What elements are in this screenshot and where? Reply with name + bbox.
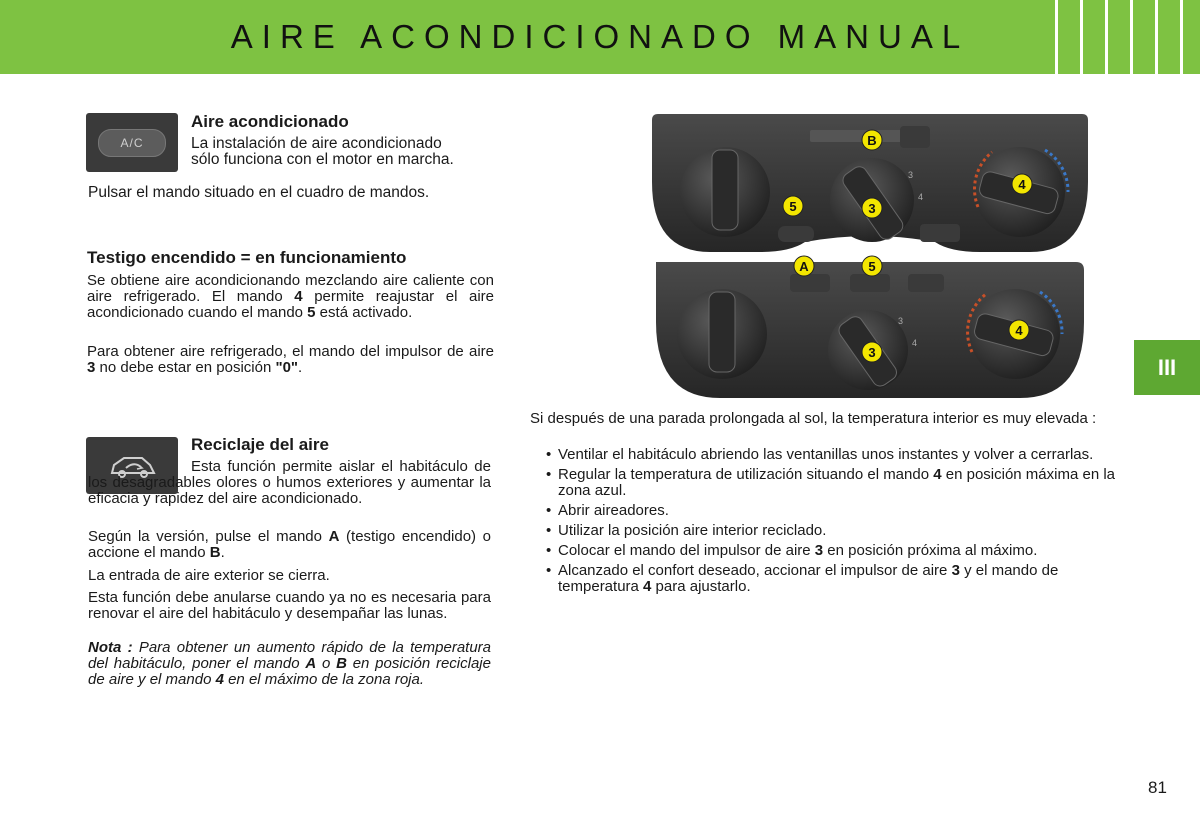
bullet: • [546,466,552,483]
marker-label: 4 [1018,177,1026,192]
text-run: permite reajustar el aire acondicionado cuando el mando [87,288,495,321]
header-stripe [1130,0,1133,74]
ac-paragraph [191,136,491,168]
section-title-reciclaje: Reciclaje del aire [191,435,329,454]
chapter-tab: III [1134,340,1200,395]
reciclaje-paragraph-4: Esta función debe anularse cuando ya no es necesaria para renovar el aire del habitáculo y desempañar las lunas. [88,589,491,622]
text-run: Utilizar la posición aire interior reciclado. [558,522,827,539]
top-slider-track [810,130,910,142]
section-title-testigo: Testigo encendido = en funcionamiento [87,248,407,267]
control-ref: "0" [275,359,299,376]
header-stripe [1105,0,1108,74]
bottom-left-knob-grip [709,292,735,372]
header-bar [0,0,1200,74]
marker-label: 4 [1015,323,1023,338]
reciclaje-paragraph-1: Esta función permite aislar el habitáculo de los desagradables olores o humos exteriores y aumentar la eficacia y rapidez del aire acondicionado. [88,458,491,507]
control-ref: 4 [643,578,652,595]
ac-line-1: La instalación de aire acondicionado [191,135,442,152]
list-item [530,503,1120,519]
right-intro: Si después de una parada prolongada al sol, la temperatura interior es muy elevada : [530,410,1097,427]
control-ref: 3 [87,359,96,376]
bullet: • [546,446,552,463]
text-run: o [316,655,337,672]
control-ref: 4 [933,466,942,483]
marker-label: A [799,259,809,274]
text-run: . [220,544,225,561]
section-title-ac: Aire acondicionado [191,112,349,131]
ac-button-icon [86,113,178,172]
text-run: para ajustarlo. [651,578,751,595]
fan-scale-digit: 3 [908,170,914,180]
reciclaje-note [88,640,491,688]
control-ref: 3 [814,542,824,559]
ac-button-label: A/C [98,129,166,157]
text-run: Se obtiene aire acondicionando mezclando aire caliente con aire refrigerado. El mando [87,272,494,305]
reciclaje-paragraph-3: La entrada de aire exterior se cierra. [88,567,330,584]
text-run: en el máximo de la zona roja. [223,671,425,688]
list-item [530,543,1120,559]
bottom-rear-defrost-button [908,274,944,292]
top-left-knob-grip [712,150,738,230]
list-item [530,563,1120,595]
text-run: Según la versión, pulse el mando [88,528,329,545]
marker-label: B [867,133,877,148]
ac-instruction: Pulsar el mando situado en el cuadro de mandos. [88,184,430,201]
top-rear-defrost-button [920,224,960,242]
control-ref: A [328,528,340,545]
top-recirc-button [900,126,930,148]
bullet: • [546,522,552,539]
list-item [530,523,1120,539]
callout-marker-4 [1009,320,1029,340]
text-run: Regular la temperatura de utilización situando el mando [558,466,934,483]
page-title: AIRE ACONDICIONADO MANUAL [230,18,970,55]
callout-marker-3 [862,198,882,218]
control-ref: 4 [294,288,303,305]
callout-marker-5 [783,196,803,216]
note-label: Nota : [88,639,133,656]
control-ref: A [305,655,317,672]
text-run: está activado. [315,304,413,321]
text-run: y el mando de temperatura [558,562,1059,595]
text-run: Colocar el mando del impulsor de aire [558,542,815,559]
marker-label: 5 [789,199,797,214]
callout-marker-B [862,130,882,150]
callout-marker-4 [1012,174,1032,194]
callout-marker-3 [862,342,882,362]
header-stripe [1180,0,1183,74]
callout-marker-A [794,256,814,276]
control-ref: 4 [215,671,224,688]
bullet: • [546,502,552,519]
fan-scale-digit: 4 [918,192,924,202]
control-ref: B [336,655,347,672]
bullet: • [546,562,552,579]
header-stripe [1055,0,1058,74]
advice-list [530,447,1120,599]
text-run: Para obtener aire refrigerado, el mando del impulsor de aire [87,343,494,360]
fan-scale-digit: 4 [912,338,918,348]
callout-marker-5 [862,256,882,276]
bullet: • [546,542,552,559]
control-ref: B [209,544,221,561]
marker-label: 5 [868,259,876,274]
bottom-ac-button [850,274,890,292]
testigo-paragraph-1 [87,273,494,321]
control-ref: 3 [951,562,960,579]
list-item [530,447,1120,463]
control-ref: 5 [307,304,316,321]
text-run: no debe estar en posición [95,359,276,376]
text-run: (testigo encendido) o accione el mando [88,528,491,561]
marker-label: 3 [868,201,876,216]
text-run: Alcanzado el confort deseado, accionar el impulsor de aire [558,562,952,579]
page-number: 81 [1148,778,1167,797]
text-run: Para obtener un aumento rápido de la temperatura del habitáculo, poner el mando [88,639,492,672]
control-panel-figure [650,112,1090,402]
bottom-recirc-button [790,274,830,292]
top-ac-button [778,226,814,242]
text-run: . [298,359,303,376]
ac-line-2: sólo funciona con el motor en marcha. [191,151,454,168]
header-stripe [1155,0,1158,74]
list-item [530,467,1120,499]
fan-scale-digit: 3 [898,316,904,326]
reciclaje-paragraph-2 [88,529,491,561]
marker-label: 3 [868,345,876,360]
text-run: en posición máxima en la zona azul. [558,466,1116,499]
header-stripe [1080,0,1083,74]
text-run: en posición reciclaje de aire y el mando [88,655,491,688]
text-run: Ventilar el habitáculo abriendo las ventanillas unos instantes y volver a cerrarlas. [558,446,1094,463]
text-run: en posición próxima al máximo. [823,542,1038,559]
text-run: Abrir aireadores. [558,502,669,519]
testigo-paragraph-2 [87,344,494,376]
